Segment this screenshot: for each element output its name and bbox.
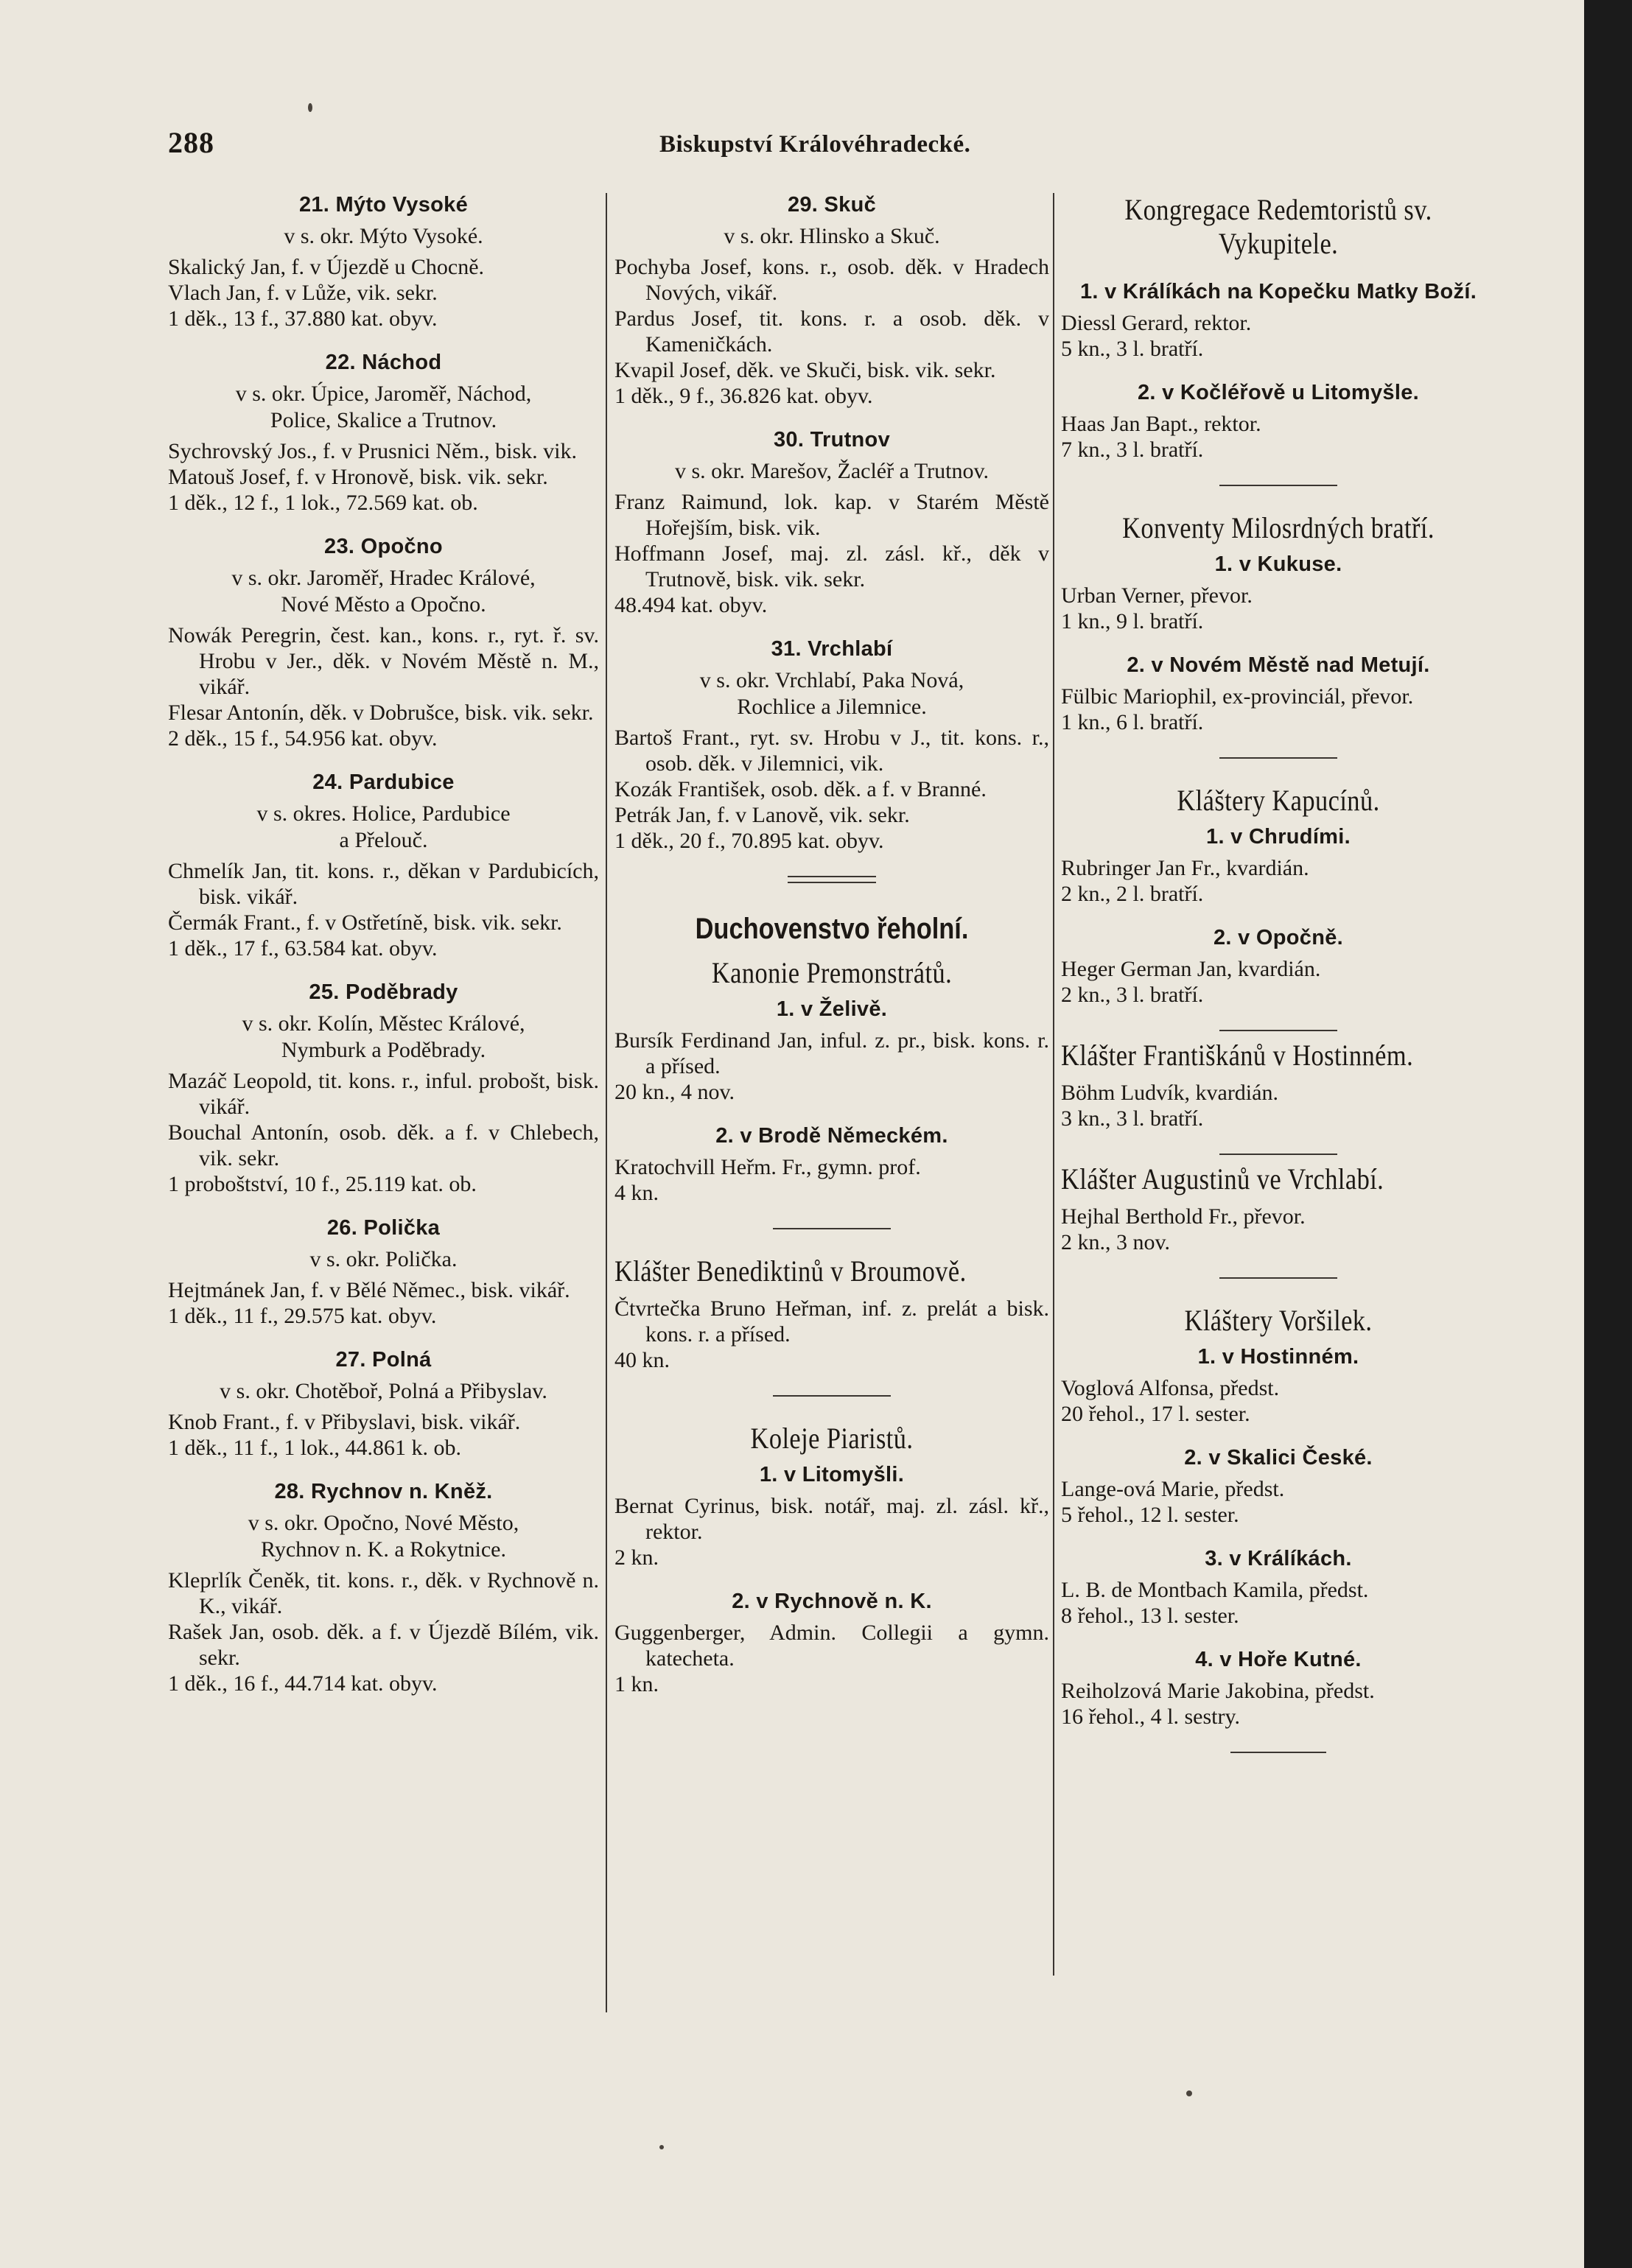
entry: Böhm Ludvík, kvardián.: [1061, 1081, 1278, 1105]
summary: 1 kn., 9 l. bratří.: [1061, 609, 1204, 633]
entry: Diessl Gerard, rektor.: [1061, 311, 1252, 335]
section-title: 31. Vrchlabí: [771, 637, 893, 661]
house-title: 2. v Opočně.: [1213, 926, 1344, 949]
parish-29: [614, 193, 1049, 409]
entry: Hejtmánek Jan, f. v Bělé Němec., bisk. vikář.: [168, 1278, 570, 1302]
order-title: Koleje Piaristů.: [750, 1422, 914, 1455]
summary: 2 kn., 2 l. bratří.: [1061, 882, 1204, 906]
entry: Bursík Ferdinand Jan, inful. z. pr., bisk. kons. r. a přísed.: [614, 1028, 1049, 1078]
divider: [773, 1395, 891, 1397]
order-title: Kláštery Kapucínů.: [1177, 784, 1380, 817]
house-title: 4. v Hoře Kutné.: [1195, 1648, 1362, 1671]
house-title: 2. v Kočléřově u Litomyšle.: [1137, 381, 1419, 404]
entry: Fülbic Mariophil, ex-provinciál, převor.: [1061, 684, 1414, 709]
section-title: 27. Polná: [335, 1348, 432, 1372]
summary: 16 řehol., 4 l. sestry.: [1061, 1704, 1241, 1729]
house-title: 2. v Brodě Německém.: [715, 1124, 948, 1148]
divider: [773, 1228, 891, 1229]
section-title: 24. Pardubice: [312, 770, 455, 794]
house-title: 1. v Chrudími.: [1206, 825, 1351, 849]
entry: Voglová Alfonsa, předst.: [1061, 1376, 1280, 1400]
order-title: Konventy Milosrdných bratří.: [1122, 511, 1435, 544]
entry: Mazáč Leopold, tit. kons. r., inful. probošt, bisk. vikář.: [168, 1069, 599, 1119]
entry: Bouchal Antonín, osob. děk. a f. v Chlebech, vik. sekr.: [168, 1120, 599, 1170]
house-title: 1. v Želivě.: [776, 997, 888, 1021]
kapucini-block: [1061, 784, 1496, 1008]
summary: 1 děk., 20 f., 70.895 kat. obyv.: [614, 829, 884, 853]
house-title: 2. v Skalici České.: [1184, 1446, 1373, 1470]
milosrdni-block: [1061, 511, 1496, 735]
summary: 1 děk., 11 f., 29.575 kat. obyv.: [168, 1304, 437, 1328]
piarist-block: [614, 1422, 1049, 1697]
entry: Bernat Cyrinus, bisk. notář, maj. zl. zásl. kř., rektor.: [614, 1494, 1049, 1544]
summary: 1 děk., 9 f., 36.826 kat. obyv.: [614, 384, 873, 408]
entry: Flesar Antonín, děk. v Dobrušce, bisk. vik. sekr.: [168, 701, 594, 725]
entry: Kleprlík Čeněk, tit. kons. r., děk. v Rychnově n. K., vikář.: [168, 1568, 599, 1618]
order-title: Kanonie Premonstrátů.: [711, 956, 953, 989]
summary: 20 řehol., 17 l. sester.: [1061, 1402, 1250, 1426]
district-line: Rochlice a Jilemnice.: [737, 695, 927, 719]
district-line: v s. okr. Opočno, Nové Město,: [248, 1511, 519, 1535]
parish-22: [168, 351, 599, 516]
frantiskani-block: [1061, 1039, 1496, 1131]
order-title: Klášter Františkánů v Hostinném.: [1061, 1039, 1414, 1072]
district-line: v s. okr. Mýto Vysoké.: [284, 224, 483, 248]
summary: 3 kn., 3 l. bratří.: [1061, 1106, 1204, 1131]
entry: Knob Frant., f. v Přibyslavi, bisk. vikář.: [168, 1410, 521, 1434]
section-divider: [788, 876, 876, 883]
summary: 1 děk., 12 f., 1 lok., 72.569 kat. ob.: [168, 491, 478, 515]
entry: Rašek Jan, osob. děk. a f. v Újezdě Bílém, vik. sekr.: [168, 1620, 599, 1670]
district-line: Nové Město a Opočno.: [281, 592, 486, 617]
entry: Reiholzová Marie Jakobina, předst.: [1061, 1679, 1375, 1703]
section-title: 28. Rychnov n. Kněž.: [274, 1480, 493, 1503]
house-title: 1. v Litomyšli.: [759, 1463, 905, 1486]
summary: 1 děk., 11 f., 1 lok., 44.861 k. ob.: [168, 1436, 462, 1460]
summary: 1 proboštství, 10 f., 25.119 kat. ob.: [168, 1172, 477, 1196]
section-title: 25. Poděbrady: [309, 980, 458, 1004]
district-line: v s. okr. Vrchlabí, Paka Nová,: [699, 668, 964, 692]
district-line: Rychnov n. K. a Rokytnice.: [261, 1537, 506, 1562]
entry: Vlach Jan, f. v Lůže, vik. sekr.: [168, 281, 438, 305]
summary: 8 řehol., 13 l. sester.: [1061, 1604, 1239, 1628]
entry: Chmelík Jan, tit. kons. r., děkan v Pardubicích, bisk. vikář.: [168, 859, 599, 909]
parish-23: [168, 535, 599, 751]
summary: 1 děk., 13 f., 37.880 kat. obyv.: [168, 306, 438, 331]
section-title: 21. Mýto Vysoké: [298, 193, 469, 217]
district-line: v s. okres. Holice, Pardubice: [256, 801, 511, 826]
parish-26: [168, 1216, 599, 1329]
section-title: 22. Náchod: [325, 351, 442, 374]
entry: Heger German Jan, kvardián.: [1061, 957, 1321, 981]
ink-speck: [308, 103, 312, 112]
order-title: Klášter Benediktinů v Broumově.: [614, 1254, 967, 1288]
summary: 2 kn., 3 nov.: [1061, 1230, 1171, 1254]
summary: 1 kn.: [614, 1672, 659, 1696]
entry: Pardus Josef, tit. kons. r. a osob. děk. v Kameničkách.: [614, 306, 1049, 357]
divider: [1230, 1752, 1326, 1753]
column-1: [168, 193, 599, 1696]
summary: 2 kn.: [614, 1545, 659, 1570]
entry: Haas Jan Bapt., rektor.: [1061, 412, 1261, 436]
entry: Sychrovský Jos., f. v Prusnici Něm., bisk. vik.: [168, 439, 577, 463]
section-title: 29. Skuč: [787, 193, 877, 217]
entry: Čermák Frant., f. v Ostřetíně, bisk. vik. sekr.: [168, 910, 562, 935]
running-title: Biskupství Královéhradecké.: [659, 131, 971, 158]
summary: 4 kn.: [614, 1181, 659, 1205]
district-line: v s. okr. Úpice, Jaroměř, Náchod,: [235, 382, 532, 406]
parish-25: [168, 980, 599, 1197]
divider: [1219, 1030, 1337, 1031]
summary: 1 děk., 17 f., 63.584 kat. obyv.: [168, 936, 438, 961]
divider: [1219, 1154, 1337, 1155]
entry: Franz Raimund, lok. kap. v Starém Městě Hořejším, bisk. vik.: [614, 490, 1049, 540]
entry: Kratochvill Heřm. Fr., gymn. prof.: [614, 1155, 921, 1179]
augustini-block: [1061, 1162, 1496, 1255]
parish-30: [614, 428, 1049, 618]
entry: Guggenberger, Admin. Collegii a gymn. katecheta.: [614, 1621, 1049, 1671]
order-title: Klášter Augustinů ve Vrchlabí.: [1061, 1162, 1384, 1196]
column-2: [614, 193, 1049, 1697]
summary: 40 kn.: [614, 1348, 670, 1372]
entry: Lange-ová Marie, předst.: [1061, 1477, 1285, 1501]
benedikt-block: [614, 1254, 1049, 1373]
district-line: Nymburk a Poděbrady.: [281, 1038, 486, 1062]
column-divider-1: [606, 193, 607, 2012]
entry: Hejhal Berthold Fr., převor.: [1061, 1204, 1306, 1229]
divider: [1219, 485, 1337, 486]
parish-21: [168, 193, 599, 331]
summary: 2 kn., 3 l. bratří.: [1061, 983, 1204, 1007]
summary: 20 kn., 4 nov.: [614, 1080, 735, 1104]
house-title: 1. v Kukuse.: [1214, 552, 1342, 576]
district-line: Police, Skalice a Trutnov.: [270, 408, 497, 432]
summary: 2 děk., 15 f., 54.956 kat. obyv.: [168, 726, 438, 751]
house-title: 3. v Králíkách.: [1205, 1547, 1352, 1570]
parish-24: [168, 770, 599, 961]
column-3: [1061, 193, 1496, 1760]
section-title: 26. Polička: [326, 1216, 441, 1240]
summary: 1 děk., 16 f., 44.714 kat. obyv.: [168, 1671, 438, 1696]
entry: Matouš Josef, f. v Hronově, bisk. vik. sekr.: [168, 465, 548, 489]
summary: 1 kn., 6 l. bratří.: [1061, 710, 1204, 734]
entry: Skalický Jan, f. v Újezdě u Chocně.: [168, 255, 485, 279]
section-title: 23. Opočno: [324, 535, 443, 558]
parish-27: [168, 1348, 599, 1461]
premonstrat-block: [614, 956, 1049, 1206]
entry: Urban Verner, převor.: [1061, 583, 1253, 608]
religious-heading: Duchovenstvo řeholní.: [695, 913, 969, 945]
divider: [1219, 1277, 1337, 1279]
entry: Bartoš Frant., ryt. sv. Hrobu v J., tit. kons. r., osob. děk. v Jilemnici, vik.: [614, 726, 1049, 776]
section-title: 30. Trutnov: [774, 428, 890, 452]
summary: 5 řehol., 12 l. sester.: [1061, 1503, 1239, 1527]
summary: 48.494 kat. obyv.: [614, 593, 768, 617]
entry: Kvapil Josef, děk. ve Skuči, bisk. vik. sekr.: [614, 358, 996, 382]
vorsilky-block: [1061, 1304, 1496, 1730]
entry: Čtvrtečka Bruno Heřman, inf. z. prelát a bisk. kons. r. a přísed.: [614, 1296, 1049, 1347]
district-line: v s. okr. Chotěboř, Polná a Přibyslav.: [220, 1379, 547, 1403]
order-title: Kláštery Voršilek.: [1184, 1304, 1373, 1337]
page-number: 288: [168, 126, 214, 159]
house-title: 2. v Rychnově n. K.: [732, 1590, 932, 1613]
district-line: v s. okr. Marešov, Žacléř a Trutnov.: [674, 459, 990, 483]
entry: Rubringer Jan Fr., kvardián.: [1061, 856, 1309, 880]
district-line: v s. okr. Jaroměř, Hradec Králové,: [231, 566, 536, 590]
district-line: v s. okr. Kolín, Městec Králové,: [242, 1011, 525, 1036]
summary: 7 kn., 3 l. bratří.: [1061, 438, 1204, 462]
column-divider-2: [1053, 193, 1054, 1976]
house-title: 2. v Novém Městě nad Metují.: [1127, 653, 1430, 677]
district-line: v s. okr. Hlinsko a Skuč.: [724, 224, 940, 248]
entry: Hoffmann Josef, maj. zl. zásl. kř., děk v Trutnově, bisk. vik. sekr.: [614, 541, 1049, 591]
entry: Petrák Jan, f. v Lanově, vik. sekr.: [614, 803, 910, 827]
parish-28: [168, 1480, 599, 1696]
entry: Pochyba Josef, kons. r., osob. děk. v Hradech Nových, vikář.: [614, 255, 1049, 305]
parish-31: [614, 637, 1049, 854]
entry: L. B. de Montbach Kamila, předst.: [1061, 1578, 1369, 1602]
district-line: a Přelouč.: [339, 828, 428, 852]
house-title: 1. v Hostinném.: [1197, 1345, 1359, 1369]
ink-speck: [1186, 2090, 1192, 2096]
district-line: v s. okr. Polička.: [309, 1247, 458, 1271]
divider: [1219, 757, 1337, 759]
order-title: Kongregace Redemtoristů sv. Vykupitele.: [1124, 193, 1432, 260]
summary: 5 kn., 3 l. bratří.: [1061, 337, 1204, 361]
entry: Nowák Peregrin, čest. kan., kons. r., ryt. ř. sv. Hrobu v Jer., děk. v Novém Městě n. M., vikář.: [168, 623, 599, 699]
entry: Kozák František, osob. děk. a f. v Branné.: [614, 777, 987, 801]
redemptorist-block: [1061, 193, 1496, 463]
ink-speck: [659, 2145, 664, 2149]
house-title: 1. v Králíkách na Kopečku Matky Boží.: [1079, 280, 1477, 303]
